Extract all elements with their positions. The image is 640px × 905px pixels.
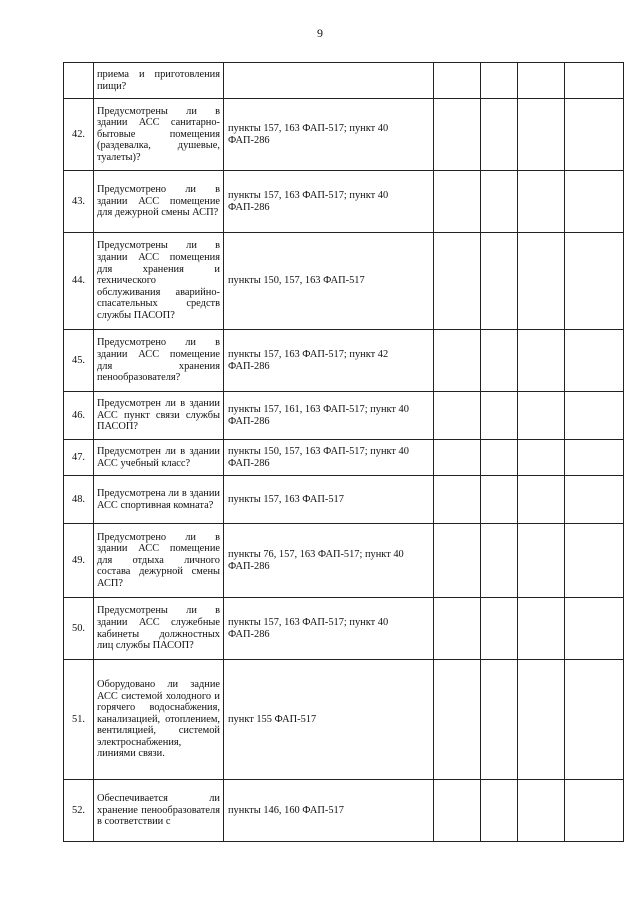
reference-cell: пункты 150, 157, 163 ФАП-517; пункт 40 ФАП-286 (224, 440, 434, 476)
table-row (64, 476, 624, 524)
answer-cell (481, 660, 518, 780)
question-cell: приема и приготовления пищи? (94, 63, 224, 99)
answer-cell (565, 660, 624, 780)
reference-cell: пункты 157, 163 ФАП-517; пункт 42 ФАП-286 (224, 330, 434, 392)
question-cell: Оборудовано ли задние АСС системой холодного и горячего водоснабжения, канализацией, отоплением, вентиляцией, системой электроснабжения, линиями связи. (94, 660, 224, 780)
question-cell: Предусмотрено ли в здании АСС помещение для отдыха личного состава дежурной смены АСП? (94, 524, 224, 598)
answer-cell (481, 780, 518, 842)
answer-cell (565, 780, 624, 842)
row-number: 47. (64, 440, 94, 476)
question-cell: Предусмотрены ли в здании АСС служебные кабинеты должностных лиц службы ПАСОП? (94, 598, 224, 660)
question-cell: Обеспечивается ли хранение пенообразователя в соответствии с (94, 780, 224, 842)
table-row (64, 392, 624, 440)
answer-cell (434, 330, 481, 392)
answer-cell (518, 524, 565, 598)
answer-cell (565, 63, 624, 99)
row-number: 45. (64, 330, 94, 392)
answer-cell (565, 171, 624, 233)
answer-cell (565, 476, 624, 524)
answer-cell (481, 330, 518, 392)
reference-cell: пункты 150, 157, 163 ФАП-517 (224, 233, 434, 330)
answer-cell (481, 99, 518, 171)
row-number: 44. (64, 233, 94, 330)
answer-cell (481, 171, 518, 233)
reference-cell: пункт 155 ФАП-517 (224, 660, 434, 780)
reference-cell: пункты 157, 163 ФАП-517; пункт 40 ФАП-286 (224, 99, 434, 171)
row-number: 50. (64, 598, 94, 660)
row-number: 48. (64, 476, 94, 524)
row-number: 51. (64, 660, 94, 780)
table-row (64, 440, 624, 476)
table-row (64, 171, 624, 233)
answer-cell (434, 780, 481, 842)
answer-cell (434, 476, 481, 524)
answer-cell (481, 392, 518, 440)
answer-cell (565, 330, 624, 392)
reference-cell (224, 63, 434, 99)
reference-cell: пункты 157, 163 ФАП-517 (224, 476, 434, 524)
row-number: 49. (64, 524, 94, 598)
answer-cell (518, 598, 565, 660)
row-number: 42. (64, 99, 94, 171)
row-number: 46. (64, 392, 94, 440)
answer-cell (481, 598, 518, 660)
answer-cell (481, 63, 518, 99)
table-row (64, 598, 624, 660)
answer-cell (481, 440, 518, 476)
table-row (64, 660, 624, 780)
question-cell: Предусмотрен ли в здании АСС учебный класс? (94, 440, 224, 476)
page-number: 9 (317, 26, 323, 40)
answer-cell (434, 392, 481, 440)
answer-cell (565, 598, 624, 660)
answer-cell (434, 99, 481, 171)
checklist-table (63, 62, 624, 842)
answer-cell (565, 392, 624, 440)
answer-cell (434, 524, 481, 598)
answer-cell (518, 171, 565, 233)
question-cell: Предусмотрено ли в здании АСС помещение для дежурной смены АСП? (94, 171, 224, 233)
table-row (64, 780, 624, 842)
row-number: 43. (64, 171, 94, 233)
answer-cell (481, 524, 518, 598)
answer-cell (481, 476, 518, 524)
table-row (64, 99, 624, 171)
row-number: 52. (64, 780, 94, 842)
answer-cell (434, 233, 481, 330)
answer-cell (434, 171, 481, 233)
reference-cell: пункты 157, 163 ФАП-517; пункт 40 ФАП-286 (224, 598, 434, 660)
answer-cell (518, 440, 565, 476)
answer-cell (518, 63, 565, 99)
answer-cell (518, 392, 565, 440)
question-cell: Предусмотрен ли в здании АСС пункт связи службы ПАСОП? (94, 392, 224, 440)
reference-cell: пункты 146, 160 ФАП-517 (224, 780, 434, 842)
table-row (64, 63, 624, 99)
answer-cell (518, 330, 565, 392)
answer-cell (565, 524, 624, 598)
answer-cell (434, 440, 481, 476)
table-row (64, 233, 624, 330)
answer-cell (565, 99, 624, 171)
answer-cell (518, 233, 565, 330)
question-cell: Предусмотрены ли в здании АСС помещения для хранения и технического обслуживания аварийно-спасательных средств службы ПАСОП? (94, 233, 224, 330)
table-row (64, 524, 624, 598)
row-number (64, 63, 94, 99)
question-cell: Предусмотрена ли в здании АСС спортивная комната? (94, 476, 224, 524)
answer-cell (434, 63, 481, 99)
reference-cell: пункты 157, 161, 163 ФАП-517; пункт 40 ФАП-286 (224, 392, 434, 440)
answer-cell (518, 99, 565, 171)
reference-cell: пункты 157, 163 ФАП-517; пункт 40 ФАП-286 (224, 171, 434, 233)
answer-cell (434, 660, 481, 780)
table-row (64, 330, 624, 392)
question-cell: Предусмотрены ли в здании АСС санитарно-бытовые помещения (раздевалка, душевые, туалеты)? (94, 99, 224, 171)
question-cell: Предусмотрено ли в здании АСС помещение для хранения пенообразователя? (94, 330, 224, 392)
answer-cell (565, 440, 624, 476)
answer-cell (481, 233, 518, 330)
reference-cell: пункты 76, 157, 163 ФАП-517; пункт 40 ФАП-286 (224, 524, 434, 598)
answer-cell (434, 598, 481, 660)
answer-cell (518, 476, 565, 524)
answer-cell (565, 233, 624, 330)
answer-cell (518, 780, 565, 842)
answer-cell (518, 660, 565, 780)
